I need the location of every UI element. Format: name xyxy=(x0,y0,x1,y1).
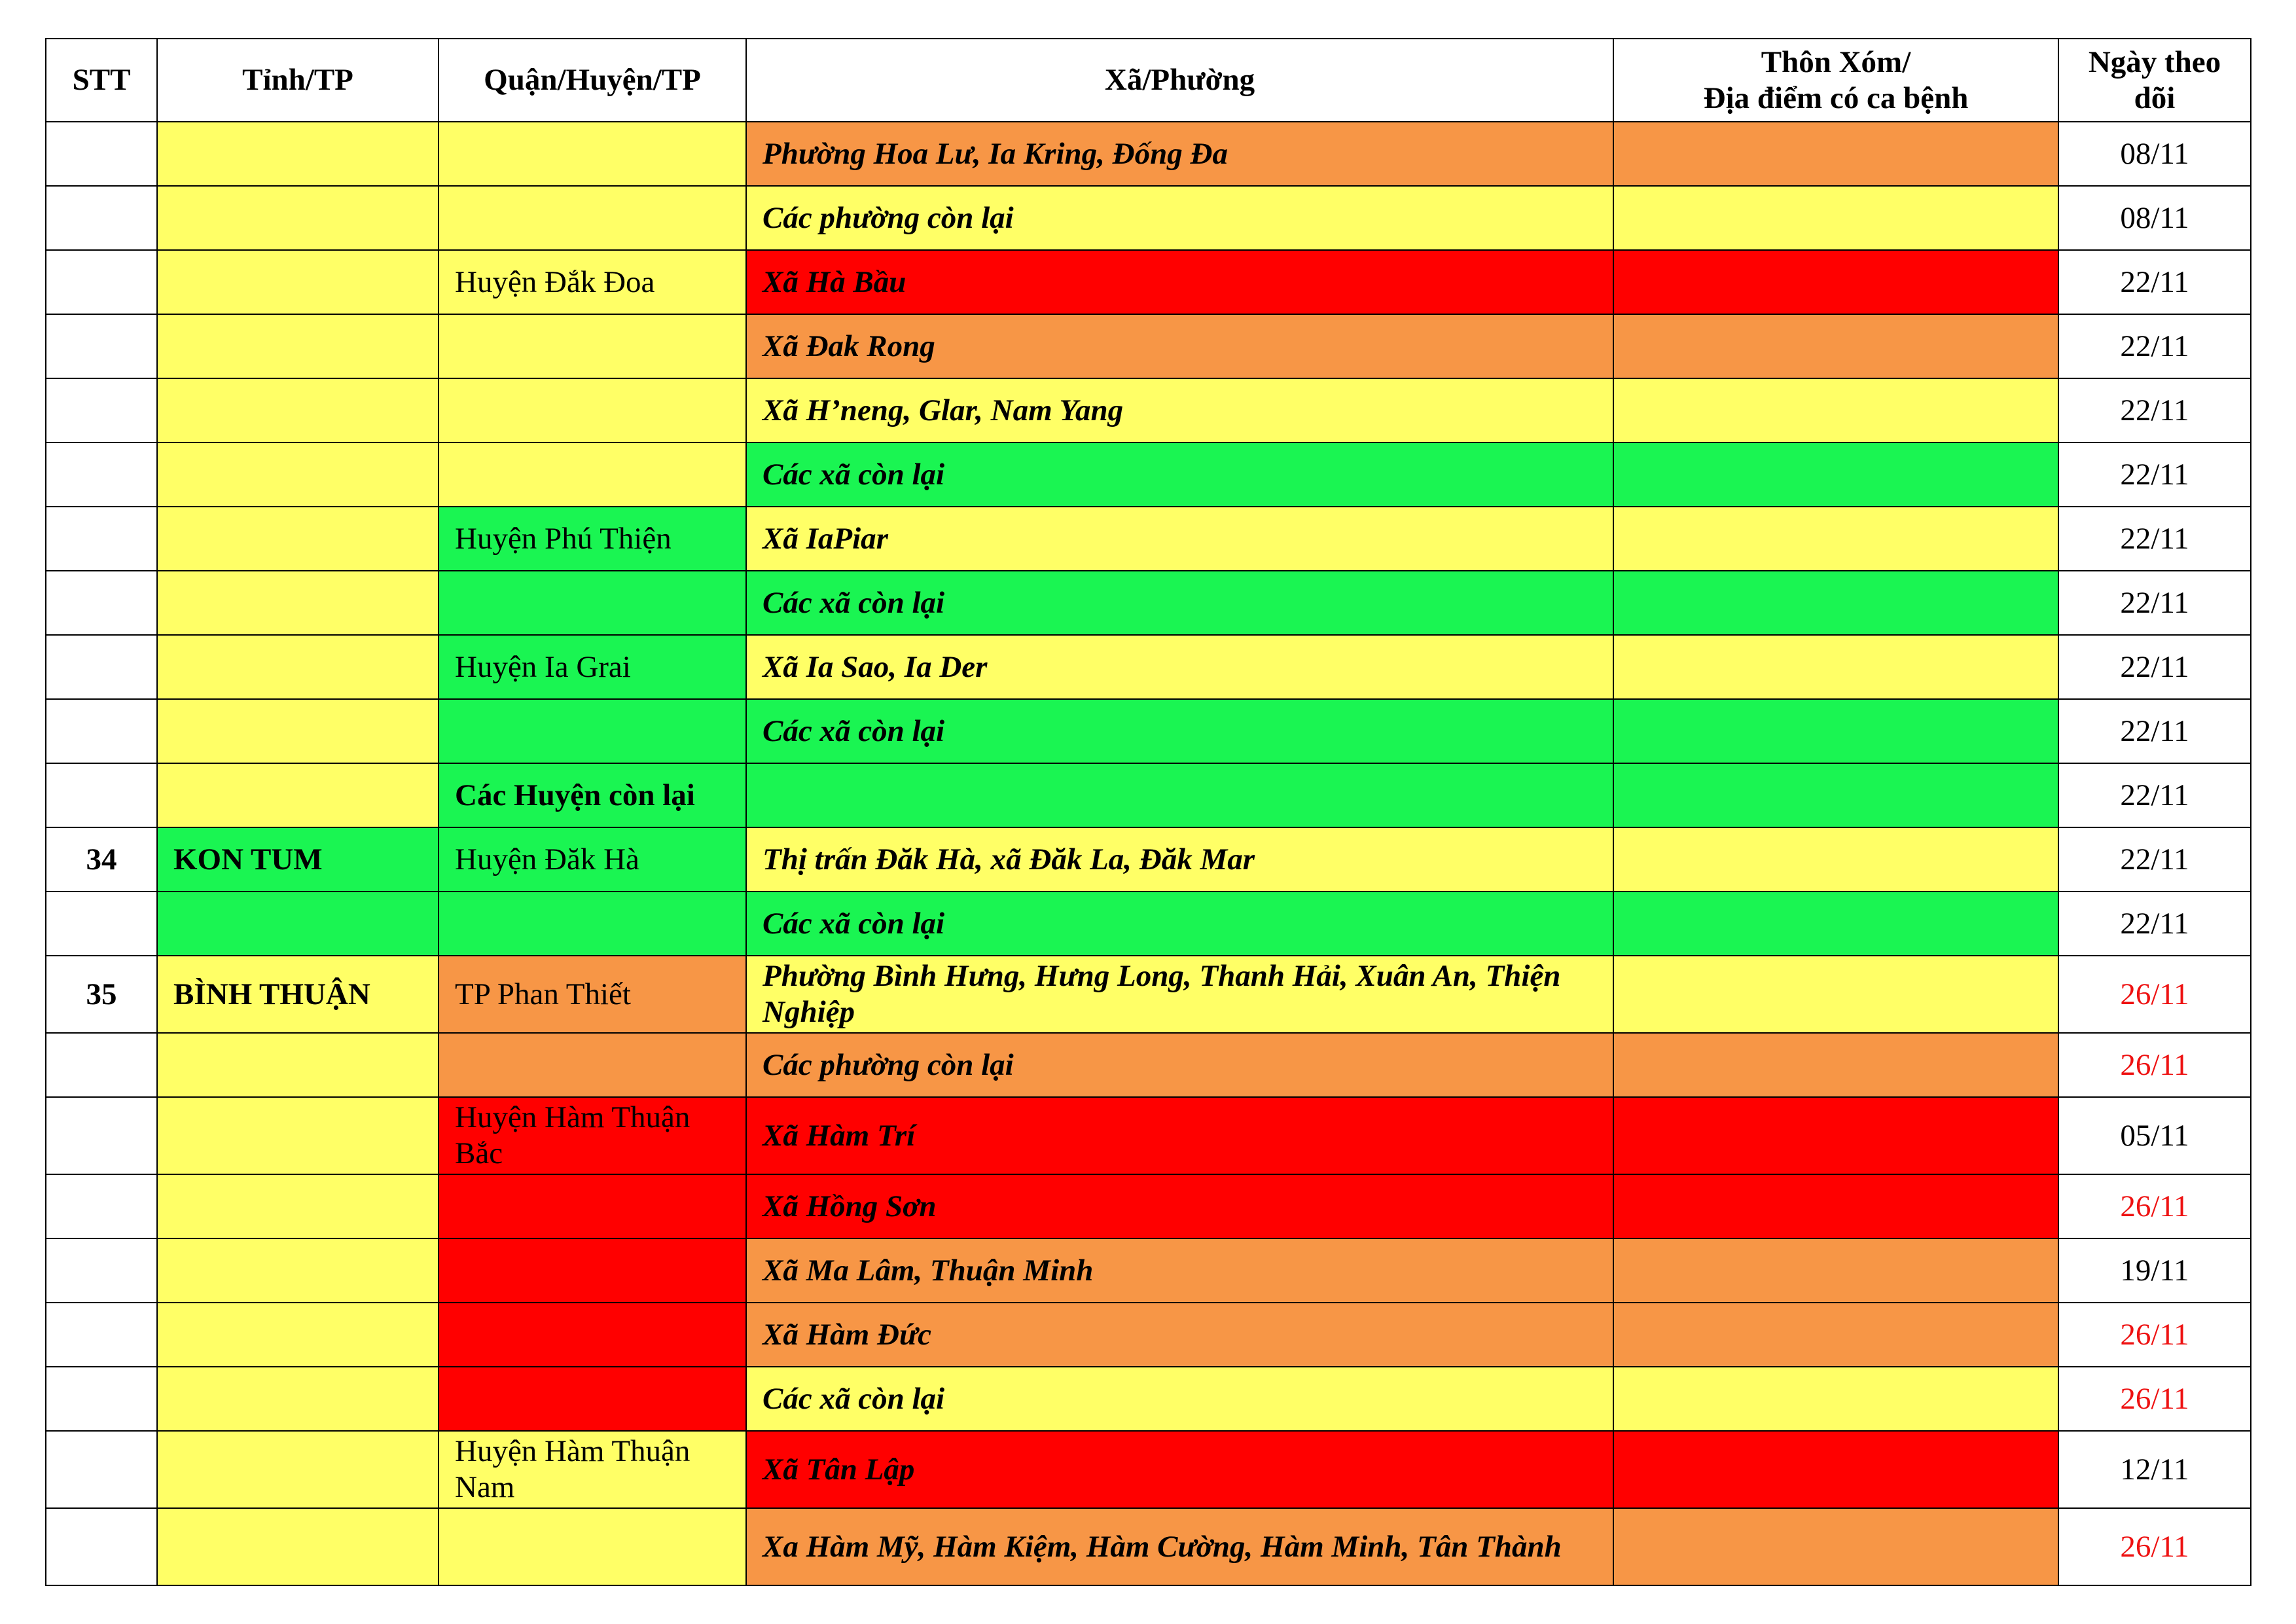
stt-cell xyxy=(46,122,157,186)
table-row xyxy=(46,314,2251,378)
location-cell xyxy=(1613,507,2058,571)
header-date-line2: dõi xyxy=(2134,81,2176,115)
date-cell: 22/11 xyxy=(2058,827,2251,892)
ward-cell: Phường Bình Hưng, Hưng Long, Thanh Hải, Xuân An, Thiện Nghiệp xyxy=(746,956,1613,1033)
location-cell xyxy=(1613,122,2058,186)
district-cell: Huyện Ia Grai xyxy=(439,635,746,699)
header-ward: Xã/Phường xyxy=(746,39,1613,122)
province-cell xyxy=(157,186,439,250)
province-cell xyxy=(157,122,439,186)
table-row xyxy=(46,1238,2251,1303)
stt-cell xyxy=(46,507,157,571)
stt-cell xyxy=(46,635,157,699)
district-cell: Huyện Đăk Hà xyxy=(439,827,746,892)
table-row xyxy=(46,892,2251,956)
district-cell: Huyện Hàm Thuận Nam xyxy=(439,1431,746,1508)
location-cell xyxy=(1613,892,2058,956)
date-cell: 22/11 xyxy=(2058,507,2251,571)
location-cell xyxy=(1613,1431,2058,1508)
ward-cell: Xã IaPiar xyxy=(746,507,1613,571)
table-row xyxy=(46,1367,2251,1431)
date-cell: 19/11 xyxy=(2058,1238,2251,1303)
location-cell xyxy=(1613,635,2058,699)
date-cell: 22/11 xyxy=(2058,571,2251,635)
province-cell xyxy=(157,378,439,442)
province-cell xyxy=(157,442,439,507)
stt-cell xyxy=(46,571,157,635)
header-province: Tỉnh/TP xyxy=(157,39,439,122)
province-cell xyxy=(157,1303,439,1367)
ward-cell: Xã Đak Rong xyxy=(746,314,1613,378)
location-cell xyxy=(1613,763,2058,827)
stt-cell xyxy=(46,378,157,442)
ward-cell: Phường Hoa Lư, Ia Kring, Đống Đa xyxy=(746,122,1613,186)
district-cell xyxy=(439,314,746,378)
province-cell xyxy=(157,1174,439,1238)
district-cell: Huyện Đắk Đoa xyxy=(439,250,746,314)
table-row xyxy=(46,507,2251,571)
date-cell: 22/11 xyxy=(2058,378,2251,442)
ward-cell: Các xã còn lại xyxy=(746,699,1613,763)
stt-cell: 35 xyxy=(46,956,157,1033)
province-cell xyxy=(157,1431,439,1508)
province-cell xyxy=(157,314,439,378)
ward-cell: Xã H’neng, Glar, Nam Yang xyxy=(746,378,1613,442)
location-cell xyxy=(1613,956,2058,1033)
ward-cell xyxy=(746,763,1613,827)
stt-cell xyxy=(46,1367,157,1431)
date-cell: 22/11 xyxy=(2058,699,2251,763)
date-cell: 22/11 xyxy=(2058,892,2251,956)
district-cell xyxy=(439,1303,746,1367)
table-header-row xyxy=(46,39,2251,122)
date-cell: 08/11 xyxy=(2058,122,2251,186)
stt-cell xyxy=(46,442,157,507)
district-cell: TP Phan Thiết xyxy=(439,956,746,1033)
header-location xyxy=(1613,39,2058,122)
stt-cell xyxy=(46,763,157,827)
ward-cell: Xã Hàm Trí xyxy=(746,1097,1613,1174)
table-row xyxy=(46,1303,2251,1367)
province-cell xyxy=(157,507,439,571)
district-cell xyxy=(439,571,746,635)
province-cell xyxy=(157,1238,439,1303)
date-cell: 22/11 xyxy=(2058,635,2251,699)
table-row xyxy=(46,635,2251,699)
province-cell xyxy=(157,699,439,763)
stt-cell xyxy=(46,314,157,378)
location-cell xyxy=(1613,378,2058,442)
ward-cell: Các phường còn lại xyxy=(746,1033,1613,1097)
date-cell: 26/11 xyxy=(2058,1174,2251,1238)
ward-cell: Xã Tân Lập xyxy=(746,1431,1613,1508)
date-cell: 26/11 xyxy=(2058,1508,2251,1585)
ward-cell: Các xã còn lại xyxy=(746,571,1613,635)
stt-cell xyxy=(46,1174,157,1238)
province-cell xyxy=(157,250,439,314)
province-cell: BÌNH THUẬN xyxy=(157,956,439,1033)
header-date-line1: Ngày theo xyxy=(2088,45,2221,79)
location-cell xyxy=(1613,442,2058,507)
date-cell: 26/11 xyxy=(2058,1303,2251,1367)
date-cell: 22/11 xyxy=(2058,314,2251,378)
date-cell: 22/11 xyxy=(2058,250,2251,314)
date-cell: 12/11 xyxy=(2058,1431,2251,1508)
location-cell xyxy=(1613,827,2058,892)
district-cell xyxy=(439,1367,746,1431)
district-cell xyxy=(439,1508,746,1585)
location-cell xyxy=(1613,1367,2058,1431)
district-cell xyxy=(439,378,746,442)
table-row xyxy=(46,1097,2251,1174)
district-cell xyxy=(439,699,746,763)
ward-cell: Các xã còn lại xyxy=(746,892,1613,956)
stt-cell xyxy=(46,699,157,763)
date-cell: 08/11 xyxy=(2058,186,2251,250)
stt-cell xyxy=(46,892,157,956)
header-location-line1: Thôn Xóm/ xyxy=(1761,45,1911,79)
ward-cell: Xã Hồng Sơn xyxy=(746,1174,1613,1238)
ward-cell: Thị trấn Đăk Hà, xã Đăk La, Đăk Mar xyxy=(746,827,1613,892)
province-cell: KON TUM xyxy=(157,827,439,892)
province-cell xyxy=(157,1367,439,1431)
province-cell xyxy=(157,571,439,635)
district-cell: Huyện Hàm Thuận Bắc xyxy=(439,1097,746,1174)
location-cell xyxy=(1613,314,2058,378)
date-cell: 22/11 xyxy=(2058,442,2251,507)
table-row xyxy=(46,1431,2251,1508)
table-row xyxy=(46,699,2251,763)
district-cell xyxy=(439,186,746,250)
district-cell xyxy=(439,892,746,956)
stt-cell xyxy=(46,1238,157,1303)
date-cell: 22/11 xyxy=(2058,763,2251,827)
stt-cell xyxy=(46,1508,157,1585)
province-cell xyxy=(157,892,439,956)
stt-cell xyxy=(46,1431,157,1508)
ward-cell: Các xã còn lại xyxy=(746,1367,1613,1431)
stt-cell xyxy=(46,186,157,250)
header-stt: STT xyxy=(46,39,157,122)
table-row xyxy=(46,1508,2251,1585)
table-row xyxy=(46,827,2251,892)
district-cell: Các Huyện còn lại xyxy=(439,763,746,827)
ward-cell: Xa Hàm Mỹ, Hàm Kiệm, Hàm Cường, Hàm Minh, Tân Thành xyxy=(746,1508,1613,1585)
date-cell: 26/11 xyxy=(2058,1033,2251,1097)
province-cell xyxy=(157,1508,439,1585)
table-row xyxy=(46,763,2251,827)
date-cell: 26/11 xyxy=(2058,1367,2251,1431)
table-row xyxy=(46,956,2251,1033)
province-cell xyxy=(157,1033,439,1097)
header-location-line2: Địa điểm có ca bệnh xyxy=(1703,81,1969,115)
date-cell: 26/11 xyxy=(2058,956,2251,1033)
table-row xyxy=(46,571,2251,635)
location-cell xyxy=(1613,186,2058,250)
stt-cell: 34 xyxy=(46,827,157,892)
date-cell: 05/11 xyxy=(2058,1097,2251,1174)
district-cell xyxy=(439,1174,746,1238)
ward-cell: Xã Ia Sao, Ia Der xyxy=(746,635,1613,699)
district-cell xyxy=(439,1238,746,1303)
ward-cell: Các phường còn lại xyxy=(746,186,1613,250)
location-cell xyxy=(1613,1303,2058,1367)
table-row xyxy=(46,122,2251,186)
district-cell xyxy=(439,1033,746,1097)
location-cell xyxy=(1613,1097,2058,1174)
ward-cell: Các xã còn lại xyxy=(746,442,1613,507)
ward-cell: Xã Hàm Đức xyxy=(746,1303,1613,1367)
header-date xyxy=(2058,39,2251,122)
table-row xyxy=(46,1033,2251,1097)
table-row xyxy=(46,250,2251,314)
district-cell xyxy=(439,122,746,186)
location-cell xyxy=(1613,1508,2058,1585)
district-cell: Huyện Phú Thiện xyxy=(439,507,746,571)
ward-cell: Xã Ma Lâm, Thuận Minh xyxy=(746,1238,1613,1303)
stt-cell xyxy=(46,1097,157,1174)
district-cell xyxy=(439,442,746,507)
stt-cell xyxy=(46,250,157,314)
header-district: Quận/Huyện/TP xyxy=(439,39,746,122)
province-cell xyxy=(157,635,439,699)
location-cell xyxy=(1613,1174,2058,1238)
location-cell xyxy=(1613,699,2058,763)
table-row xyxy=(46,378,2251,442)
table-body xyxy=(46,122,2251,1585)
table-row xyxy=(46,186,2251,250)
ward-cell: Xã Hà Bầu xyxy=(746,250,1613,314)
location-cell xyxy=(1613,250,2058,314)
location-cell xyxy=(1613,1238,2058,1303)
province-cell xyxy=(157,1097,439,1174)
location-cell xyxy=(1613,571,2058,635)
table-row xyxy=(46,1174,2251,1238)
stt-cell xyxy=(46,1033,157,1097)
outbreak-table xyxy=(45,38,2251,1586)
table-row xyxy=(46,442,2251,507)
province-cell xyxy=(157,763,439,827)
location-cell xyxy=(1613,1033,2058,1097)
stt-cell xyxy=(46,1303,157,1367)
